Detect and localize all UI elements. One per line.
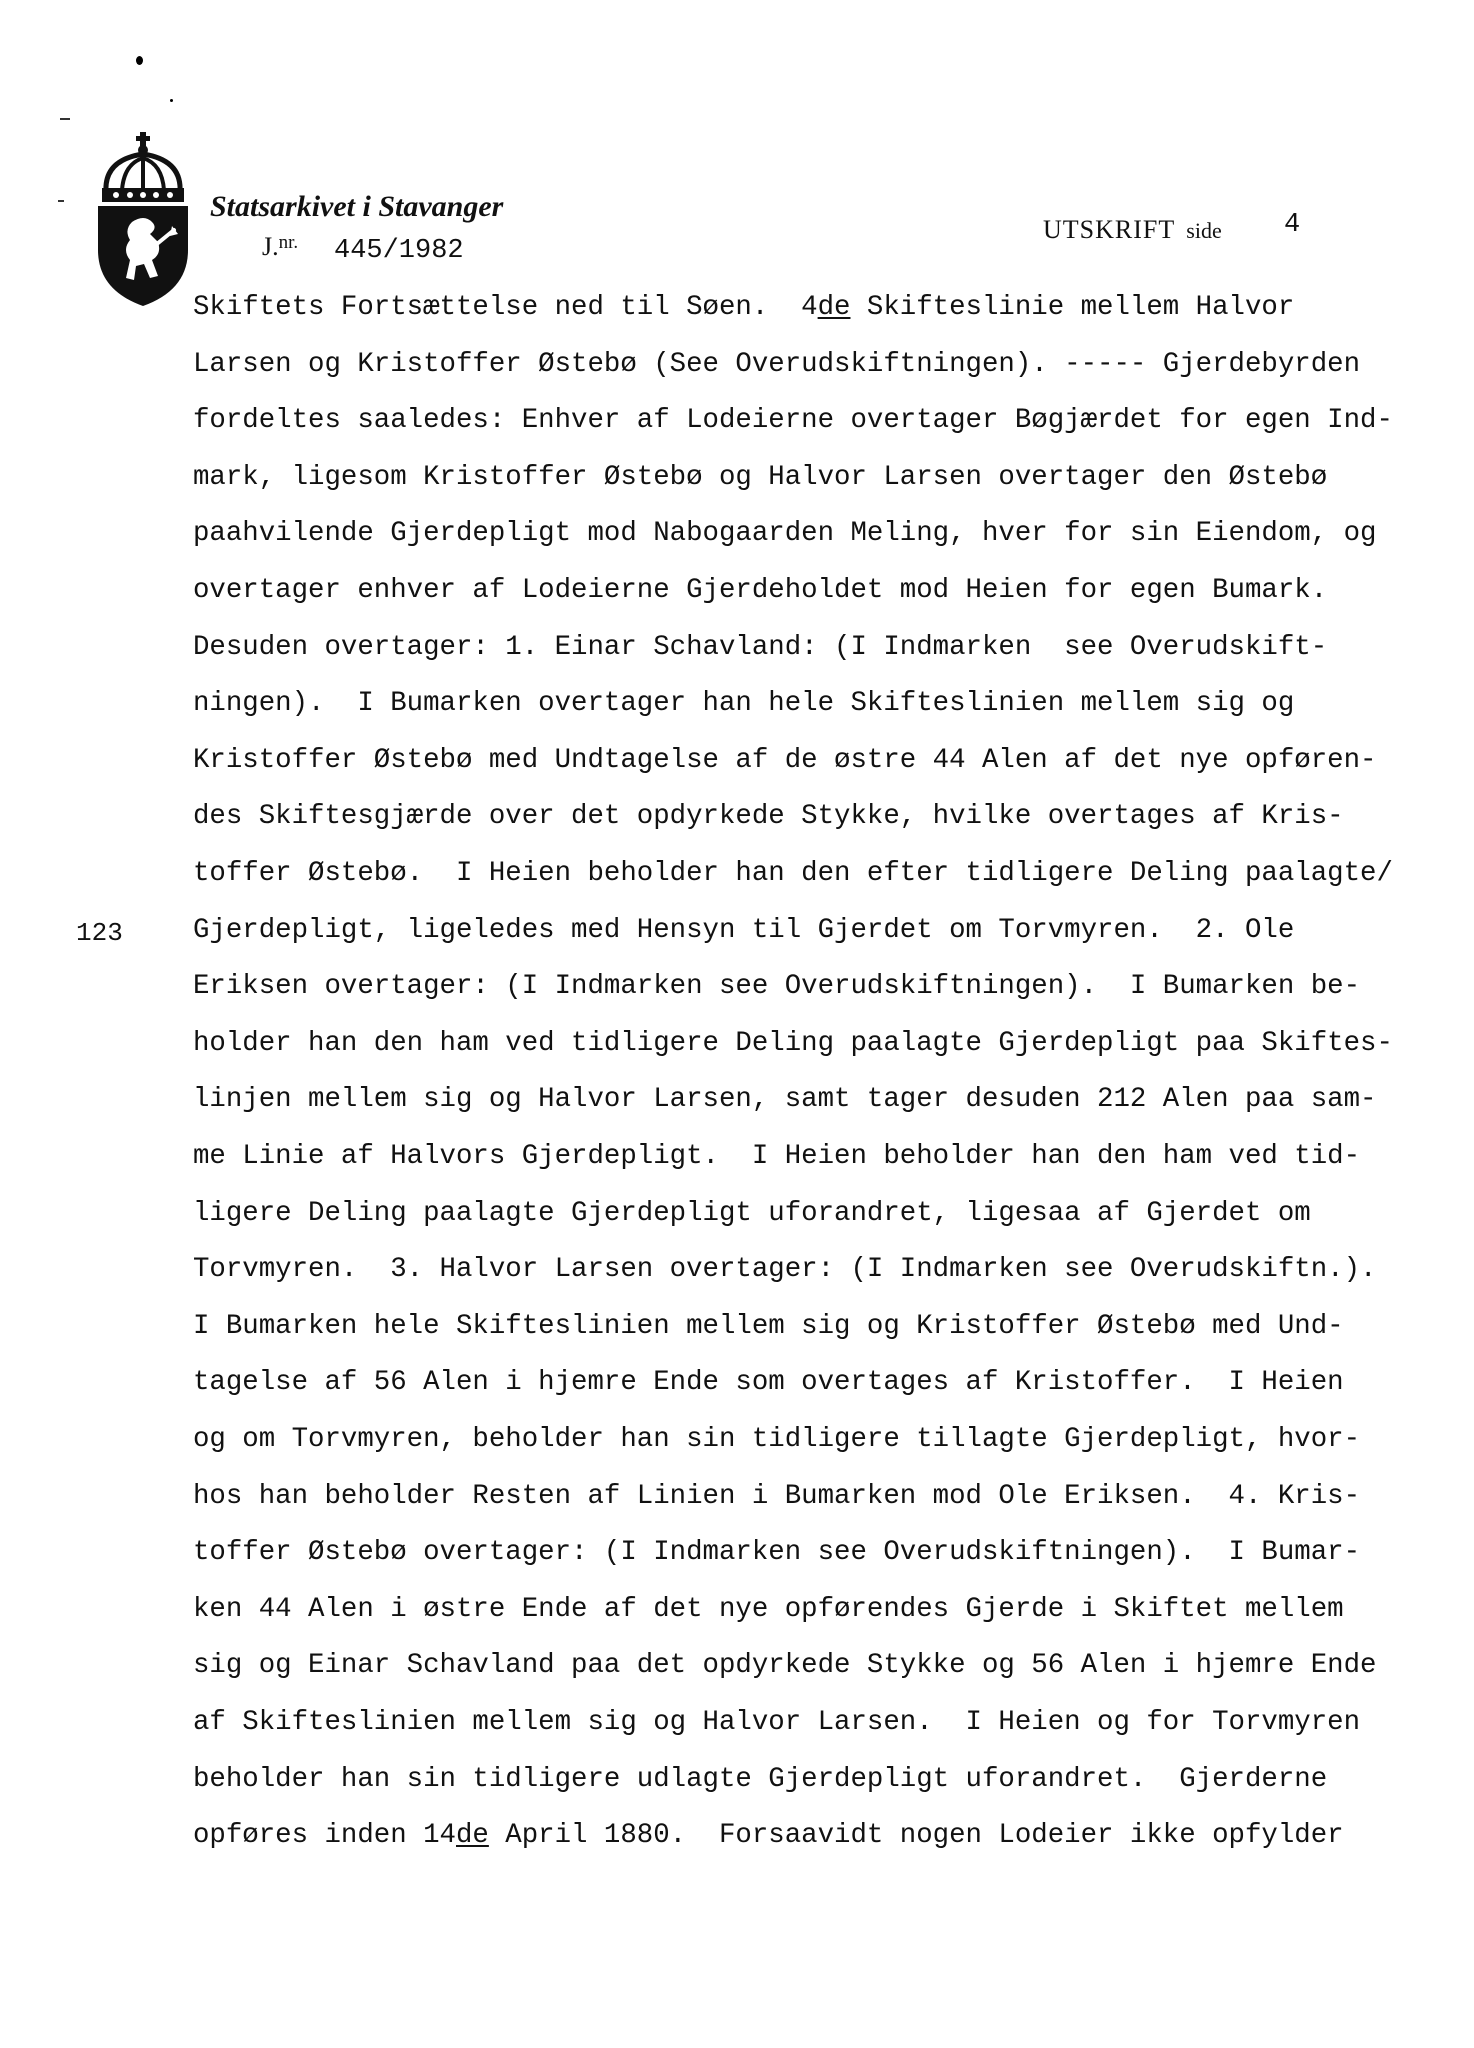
text-segment: af Skifteslinien mellem sig og Halvor Larsen. I Heien og for Torvmyren (193, 1707, 1361, 1738)
journal-number-label (262, 232, 298, 262)
scan-speck (170, 99, 173, 102)
text-segment: Skifteslinie mellem Halvor (850, 292, 1295, 323)
text-line (193, 1254, 1376, 1286)
text-line (193, 1141, 1360, 1173)
text-line (193, 745, 1376, 777)
text-segment: toffer Østebø. I Heien beholder han den efter tidligere Deling paalagte/ (193, 858, 1393, 889)
text-segment: Torvmyren. 3. Halvor Larsen overtager: (I Indmarken see Overudskiftn.). (193, 1254, 1377, 1286)
text-line (193, 1764, 1327, 1796)
ordinal-suffix: de (456, 1820, 489, 1852)
margin-note: 123 (76, 918, 123, 948)
journal-number-label-sup: nr. (278, 232, 299, 253)
text-segment: ligere Deling paalagte Gjerdepligt uforandret, ligesaa af Gjerdet om (193, 1197, 1311, 1229)
text-line (193, 1707, 1360, 1739)
text-line (193, 632, 1327, 664)
text-segment: Eriksen overtager: (I Indmarken see Overudskiftningen). I Bumarken be- (193, 971, 1361, 1003)
text-segment: beholder han sin tidligere udlagte Gjerdepligt uforandret. Gjerderne (193, 1763, 1328, 1795)
text-line (193, 1424, 1360, 1456)
text-segment: mark, ligesom Kristoffer Østebø og Halvor Larsen overtager den Østebø (193, 461, 1328, 493)
text-line (193, 1594, 1344, 1626)
text-segment: hos han beholder Resten af Linien i Bumarken mod Ole Eriksen. 4. Kris- (193, 1480, 1361, 1512)
text-segment: ken 44 Alen i østre Ende af det nye opførendes Gjerde i Skiftet mellem (193, 1593, 1344, 1625)
text-segment: Kristoffer Østebø med Undtagelse af de østre 44 Alen af det nye opføren- (193, 744, 1377, 776)
text-line (193, 1481, 1360, 1513)
text-line (193, 1367, 1344, 1399)
text-segment: overtager enhver af Lodeierne Gjerdeholdet mod Heien for egen Bumark. (193, 575, 1328, 606)
page-number: 4 (1284, 210, 1301, 240)
text-line (193, 518, 1376, 550)
text-line (193, 1820, 1344, 1852)
text-line (193, 971, 1360, 1003)
text-segment: Skiftets Fortsættelse ned til Søen. 4 (193, 292, 818, 323)
text-line (193, 688, 1294, 720)
text-line (193, 1084, 1376, 1116)
scan-mark (58, 200, 64, 202)
text-segment: sig og Einar Schavland paa det opdyrkede Stykke og 56 Alen i hjemre Ende (193, 1650, 1377, 1682)
journal-number: 445/1982 (334, 236, 464, 266)
scan-speck (136, 56, 143, 65)
text-line (193, 858, 1393, 890)
text-line (193, 1311, 1344, 1343)
scan-mark (60, 118, 70, 120)
text-segment: des Skiftesgjærde over det opdyrkede Stykke, hvilke overtages af Kris- (193, 801, 1344, 833)
text-line (193, 405, 1393, 437)
text-segment: og om Torvmyren, beholder han sin tidligere tillagte Gjerdepligt, hvor- (193, 1424, 1361, 1455)
norway-coat-of-arms-icon (92, 130, 194, 308)
text-line (193, 801, 1344, 833)
text-segment: tagelse af 56 Alen i hjemre Ende som overtages af Kristoffer. I Heien (193, 1367, 1344, 1399)
text-line (193, 575, 1327, 607)
text-segment: Larsen og Kristoffer Østebø (See Overudskiftningen). ----- Gjerdebyrden (193, 348, 1361, 380)
text-line (193, 462, 1327, 494)
text-line (193, 915, 1294, 947)
transcript-label: UTSKRIFT (1043, 215, 1175, 244)
text-segment: holder han den ham ved tidligere Deling paalagte Gjerdepligt paa Skiftes- (193, 1027, 1393, 1059)
text-line (193, 1198, 1311, 1230)
text-segment: me Linie af Halvors Gjerdepligt. I Heien beholder han den ham ved tid- (193, 1141, 1361, 1172)
text-segment: ningen). I Bumarken overtager han hele Skifteslinien mellem sig og (193, 688, 1295, 720)
text-segment: Desuden overtager: 1. Einar Schavland: (I Indmarken see Overudskift- (193, 631, 1328, 663)
text-segment: opføres inden 14 (193, 1820, 456, 1852)
text-line (193, 1650, 1376, 1682)
text-segment: Gjerdepligt, ligeledes med Hensyn til Gjerdet om Torvmyren. 2. Ole (193, 914, 1295, 946)
ordinal-suffix: de (817, 292, 851, 323)
archive-name: Statsarkivet i Stavanger (210, 190, 504, 223)
text-segment: toffer Østebø overtager: (I Indmarken see Overudskiftningen). I Bumar- (193, 1537, 1361, 1569)
side-label: side (1186, 218, 1222, 243)
text-line (193, 292, 1294, 324)
journal-number-label-text: J. (262, 232, 279, 261)
text-segment: paahvilende Gjerdepligt mod Nabogaarden Meling, hver for sin Eiendom, og (193, 518, 1377, 550)
text-segment: April 1880. Forsaavidt nogen Lodeier ikke opfylder (488, 1820, 1344, 1852)
text-line (193, 349, 1360, 381)
text-segment: I Bumarken hele Skifteslinien mellem sig og Kristoffer Østebø med Und- (193, 1310, 1344, 1342)
text-segment: fordeltes saaledes: Enhver af Lodeierne overtager Bøgjærdet for egen Ind- (193, 405, 1393, 437)
text-segment: linjen mellem sig og Halvor Larsen, samt tager desuden 212 Alen paa sam- (193, 1084, 1377, 1116)
text-line (193, 1028, 1393, 1060)
text-line (193, 1537, 1360, 1569)
transcript-heading (1043, 215, 1222, 245)
